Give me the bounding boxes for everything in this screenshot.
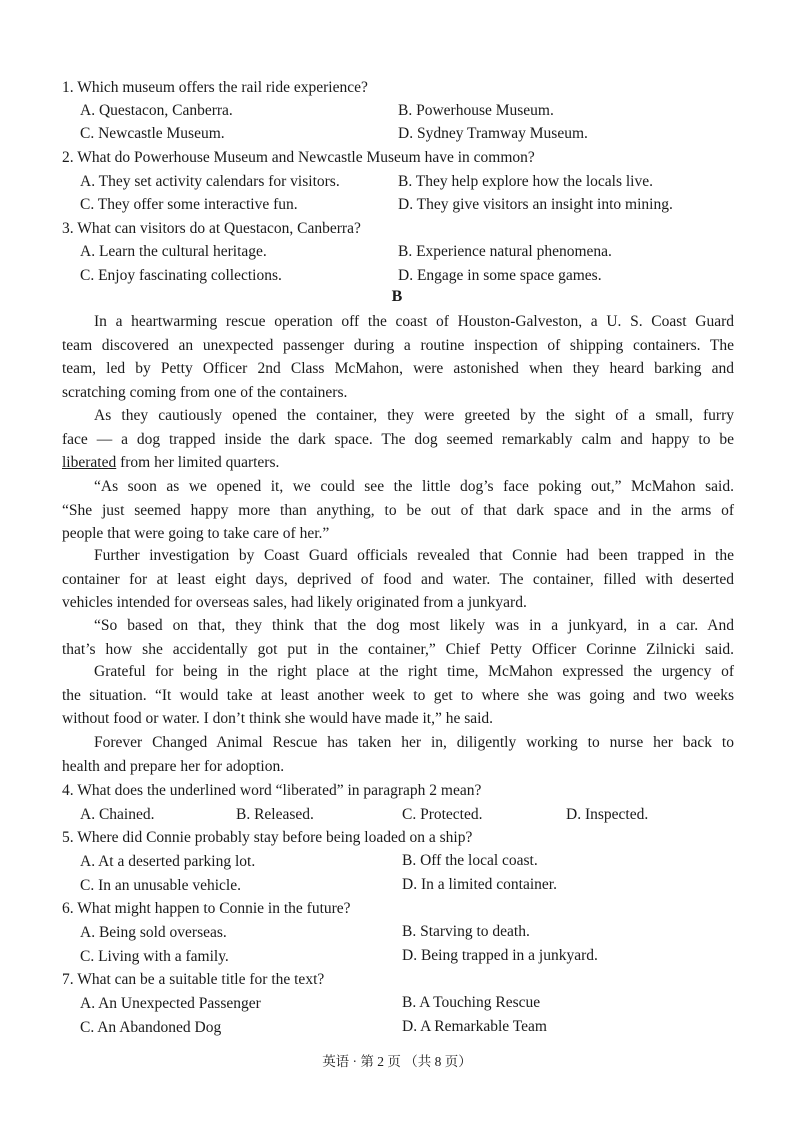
passage-line: the situation. “It would take at least another week to get to where she was going and two weeks xyxy=(62,686,734,704)
question-5-stem: 5. Where did Connie probably stay before being loaded on a ship? xyxy=(62,829,473,846)
question-1-option-b: B. Powerhouse Museum. xyxy=(398,102,554,119)
passage-line: “She just seemed happy more than anything, to be out of that dark space and in the arms of xyxy=(62,501,734,519)
question-7-option-d: D. A Remarkable Team xyxy=(402,1018,547,1035)
question-6-stem: 6. What might happen to Connie in the future? xyxy=(62,900,351,917)
question-1-stem: 1. Which museum offers the rail ride experience? xyxy=(62,79,368,96)
passage-paragraph-2 xyxy=(62,404,734,475)
question-1-option-a: A. Questacon, Canberra. xyxy=(80,102,233,119)
question-2-option-c: C. They offer some interactive fun. xyxy=(80,196,298,213)
passage-line: that’s how she accidentally got put in the container,” Chief Petty Officer Corinne Zilnicki said. xyxy=(62,640,734,658)
question-7-stem: 7. What can be a suitable title for the text? xyxy=(62,971,325,988)
passage-line: team discovered an unexpected passenger during a routine inspection of shipping containers. The xyxy=(62,336,734,354)
question-5-option-d: D. In a limited container. xyxy=(402,876,557,893)
passage-line: As they cautiously opened the container, they were greeted by the sight of a small, furry xyxy=(94,407,734,424)
question-6-option-d: D. Being trapped in a junkyard. xyxy=(402,947,598,964)
question-7-option-b: B. A Touching Rescue xyxy=(402,994,541,1011)
passage-line xyxy=(62,451,734,475)
passage-line: without food or water. I don’t think she would have made it,” he said. xyxy=(62,710,494,728)
question-3-option-a: A. Learn the cultural heritage. xyxy=(80,243,267,260)
passage-paragraph-6 xyxy=(62,660,734,731)
question-5-option-c: C. In an unusable vehicle. xyxy=(80,877,241,894)
passage-line: Further investigation by Coast Guard officials revealed that Connie had been trapped in the xyxy=(94,547,734,564)
passage-line: health and prepare her for adoption. xyxy=(62,757,285,775)
question-4-option-c: C. Protected. xyxy=(402,806,483,823)
question-1-option-d: D. Sydney Tramway Museum. xyxy=(398,125,588,142)
question-4-option-a: A. Chained. xyxy=(80,806,155,823)
question-1-option-c: C. Newcastle Museum. xyxy=(80,125,225,142)
passage-line: face — a dog trapped inside the dark space. The dog seemed remarkably calm and happy to be xyxy=(62,430,734,448)
question-5-option-b: B. Off the local coast. xyxy=(402,852,538,869)
question-3-option-d: D. Engage in some space games. xyxy=(398,267,602,284)
question-5-option-a: A. At a deserted parking lot. xyxy=(80,853,256,870)
question-4-option-d: D. Inspected. xyxy=(566,806,649,823)
question-6-option-a: A. Being sold overseas. xyxy=(80,924,227,941)
question-4-stem: 4. What does the underlined word “liberated” in paragraph 2 mean? xyxy=(62,782,482,799)
question-2-option-d: D. They give visitors an insight into mining. xyxy=(398,196,673,213)
passage-paragraph-5 xyxy=(62,614,734,661)
passage-line: In a heartwarming rescue operation off the coast of Houston-Galveston, a U. S. Coast Guard xyxy=(94,313,734,330)
passage-line: “As soon as we opened it, we could see the little dog’s face poking out,” McMahon said. xyxy=(94,478,734,495)
question-2-option-b: B. They help explore how the locals live. xyxy=(398,173,653,190)
section-heading-b: B xyxy=(391,288,403,305)
passage-paragraph-1 xyxy=(62,310,734,404)
question-3-stem: 3. What can visitors do at Questacon, Canberra? xyxy=(62,220,361,237)
question-3-option-b: B. Experience natural phenomena. xyxy=(398,243,612,260)
page-footer: 英语 · 第 2 页 （共 8 页） xyxy=(322,1054,472,1069)
passage-paragraph-4 xyxy=(62,544,734,615)
underlined-word: liberated xyxy=(62,454,117,472)
passage-line: Grateful for being in the right place at the right time, McMahon expressed the urgency of xyxy=(94,663,734,680)
question-6-option-c: C. Living with a family. xyxy=(80,948,229,965)
passage-line: Forever Changed Animal Rescue has taken her in, diligently working to nurse her back to xyxy=(94,734,734,751)
question-7-option-a: A. An Unexpected Passenger xyxy=(80,995,261,1012)
passage-line: scratching coming from one of the containers. xyxy=(62,383,348,401)
passage-paragraph-3 xyxy=(62,475,734,546)
question-7-option-c: C. An Abandoned Dog xyxy=(80,1019,222,1036)
question-2-option-a: A. They set activity calendars for visitors. xyxy=(80,173,340,190)
question-2-stem: 2. What do Powerhouse Museum and Newcastle Museum have in common? xyxy=(62,149,535,166)
passage-line: vehicles intended for overseas sales, had likely originated from a junkyard. xyxy=(62,594,527,612)
passage-line: “So based on that, they think that the dog most likely was in a junkyard, in a car. And xyxy=(94,617,734,634)
question-4-option-b: B. Released. xyxy=(236,806,314,823)
question-3-option-c: C. Enjoy fascinating collections. xyxy=(80,267,282,284)
passage-paragraph-7 xyxy=(62,731,734,778)
question-6-option-b: B. Starving to death. xyxy=(402,923,530,940)
passage-line: container for at least eight days, deprived of food and water. The container, filled with deserted xyxy=(62,570,734,588)
passage-line: team, led by Petty Officer 2nd Class McMahon, were astonished when they heard barking and xyxy=(62,360,734,378)
passage-line-rest: from her limited quarters. xyxy=(116,454,280,472)
passage-line: people that were going to take care of her.” xyxy=(62,525,330,543)
